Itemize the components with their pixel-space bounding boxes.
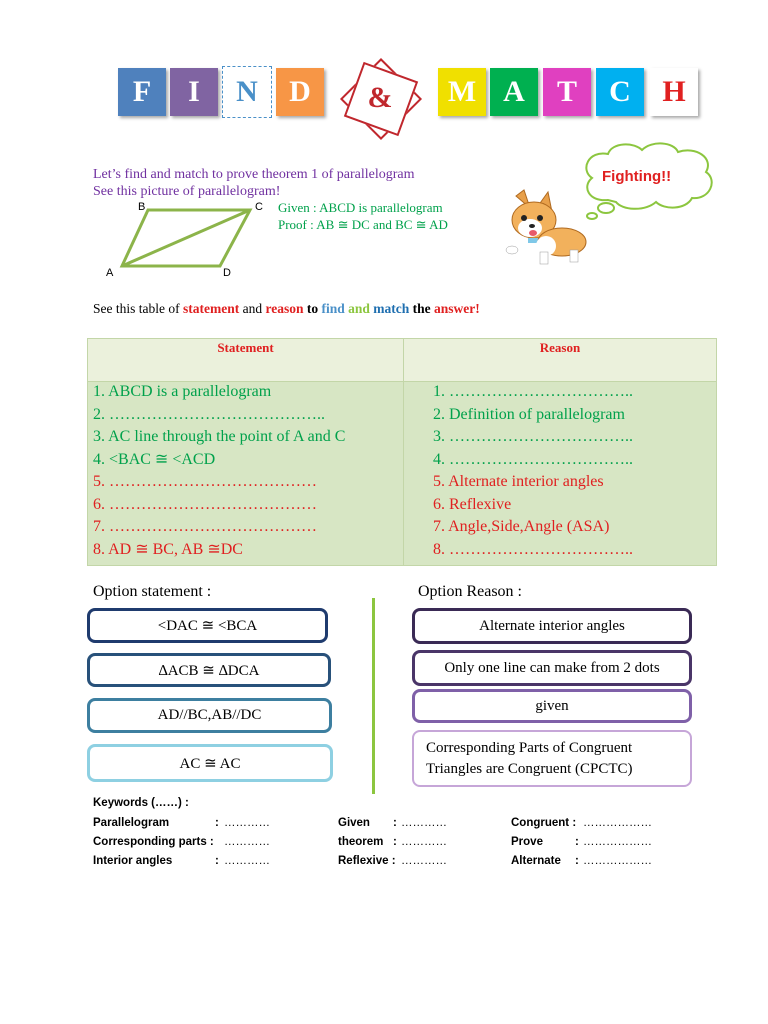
keyword-term: Interior angles	[93, 855, 173, 867]
keyword-blank: ………………	[583, 836, 652, 848]
reason-header: Reason	[539, 340, 581, 355]
vertex-label-b: B	[138, 201, 146, 213]
option-reason-label: Option Reason :	[418, 583, 522, 600]
keyword-sep: :	[575, 855, 579, 867]
reason-row: 2. Definition of parallelogram	[433, 405, 625, 423]
reason-row: 6. Reflexive	[433, 495, 512, 513]
keyword-term: Reflexive :	[338, 855, 396, 867]
option-statement-label: Option statement :	[93, 583, 212, 600]
keyword-blank: …………	[224, 855, 270, 867]
vertex-label-d: D	[223, 267, 231, 279]
vertex-label-a: A	[106, 267, 114, 279]
vertex-label-c: C	[255, 201, 263, 213]
keyword-term: Given	[338, 817, 370, 829]
title-tile-m: M	[438, 68, 486, 116]
keyword-term: Parallelogram	[93, 817, 170, 829]
reason-row: 1. ……………………………..	[433, 383, 633, 400]
reason-row: 8. ……………………………..	[433, 540, 633, 558]
title-tile-n: N	[222, 66, 272, 118]
intro-line-1: Let’s find and match to prove theorem 1 of parallelogram	[93, 167, 415, 182]
proof-table	[87, 338, 717, 566]
reason-row: 7. Angle,Side,Angle (ASA)	[433, 518, 610, 535]
given-text: Given : ABCD is parallelogram	[278, 200, 443, 215]
option-reason-card[interactable]: Only one line can make from 2 dots	[412, 650, 692, 686]
title-tile-c: C	[596, 68, 644, 116]
title-tile-i: I	[170, 68, 218, 116]
keyword-blank: …………	[401, 855, 447, 867]
statement-header: Statement	[217, 340, 274, 355]
intro-line-2: See this picture of parallelogram!	[93, 184, 281, 199]
keyword-term: Prove	[511, 836, 543, 848]
statement-row: 5. …………………………………	[93, 473, 317, 490]
proof-text: Proof : AB ≅ DC and BC ≅ AD	[278, 217, 448, 232]
reason-row: 3. ……………………………..	[433, 428, 633, 445]
title-tile-t: T	[543, 68, 591, 116]
options-divider	[372, 598, 375, 794]
reason-row: 4. ……………………………..	[433, 450, 633, 468]
option-statement-card[interactable]: AC ≅ AC	[87, 744, 333, 782]
statement-row: 3. AC line through the point of A and C	[93, 428, 346, 445]
title-tile-a: A	[490, 68, 538, 116]
statement-row: 2. …………………………………..	[93, 405, 325, 423]
option-reason-card[interactable]: Alternate interior angles	[412, 608, 692, 644]
statement-row: 7. …………………………………	[93, 518, 317, 535]
ampersand-badge: &	[342, 60, 418, 136]
keyword-blank: …………	[224, 817, 270, 829]
option-statement-card[interactable]: <DAC ≅ <BCA	[87, 608, 328, 643]
keyword-term: theorem	[338, 836, 384, 848]
keyword-blank: …………	[401, 836, 447, 848]
speech-bubble-text: Fighting!!	[602, 168, 672, 185]
keyword-blank: ………………	[583, 855, 652, 867]
keyword-term: Alternate	[511, 855, 561, 867]
keyword-sep: :	[393, 836, 397, 848]
statement-row: 4. <BAC ≅ <ACD	[93, 450, 216, 468]
option-reason-card[interactable]: given	[412, 689, 692, 723]
keyword-sep: :	[215, 817, 219, 829]
statement-row: 1. ABCD is a parallelogram	[93, 383, 272, 400]
keywords-label: Keywords (……) :	[93, 797, 189, 809]
title-tile-d: D	[276, 68, 324, 116]
keyword-sep: :	[575, 836, 579, 848]
option-statement-card[interactable]: ∆ACB ≅ ∆DCA	[87, 653, 331, 687]
keyword-blank: ………………	[583, 817, 652, 829]
instruction-line: See this table of statement and reason to find and match the answer!	[93, 301, 480, 316]
option-reason-card[interactable]: Corresponding Parts of Congruent Triangles are Congruent (CPCTC)	[412, 730, 692, 787]
parallelogram-figure	[100, 198, 270, 282]
keyword-term: Corresponding parts :	[93, 836, 214, 848]
option-statement-card[interactable]: AD//BC,AB//DC	[87, 698, 332, 733]
statement-row: 8. AD ≅ BC, AB ≅DC	[93, 540, 243, 558]
keyword-blank: …………	[401, 817, 447, 829]
keyword-sep: :	[393, 817, 397, 829]
reason-row: 5. Alternate interior angles	[433, 473, 604, 490]
keyword-sep: :	[215, 855, 219, 867]
statement-row: 6. …………………………………	[93, 495, 317, 513]
corgi-illustration	[502, 188, 592, 276]
keyword-blank: …………	[224, 836, 270, 848]
title-tile-f: F	[118, 68, 166, 116]
keyword-term: Congruent :	[511, 817, 577, 829]
title-tile-h: H	[650, 68, 698, 116]
